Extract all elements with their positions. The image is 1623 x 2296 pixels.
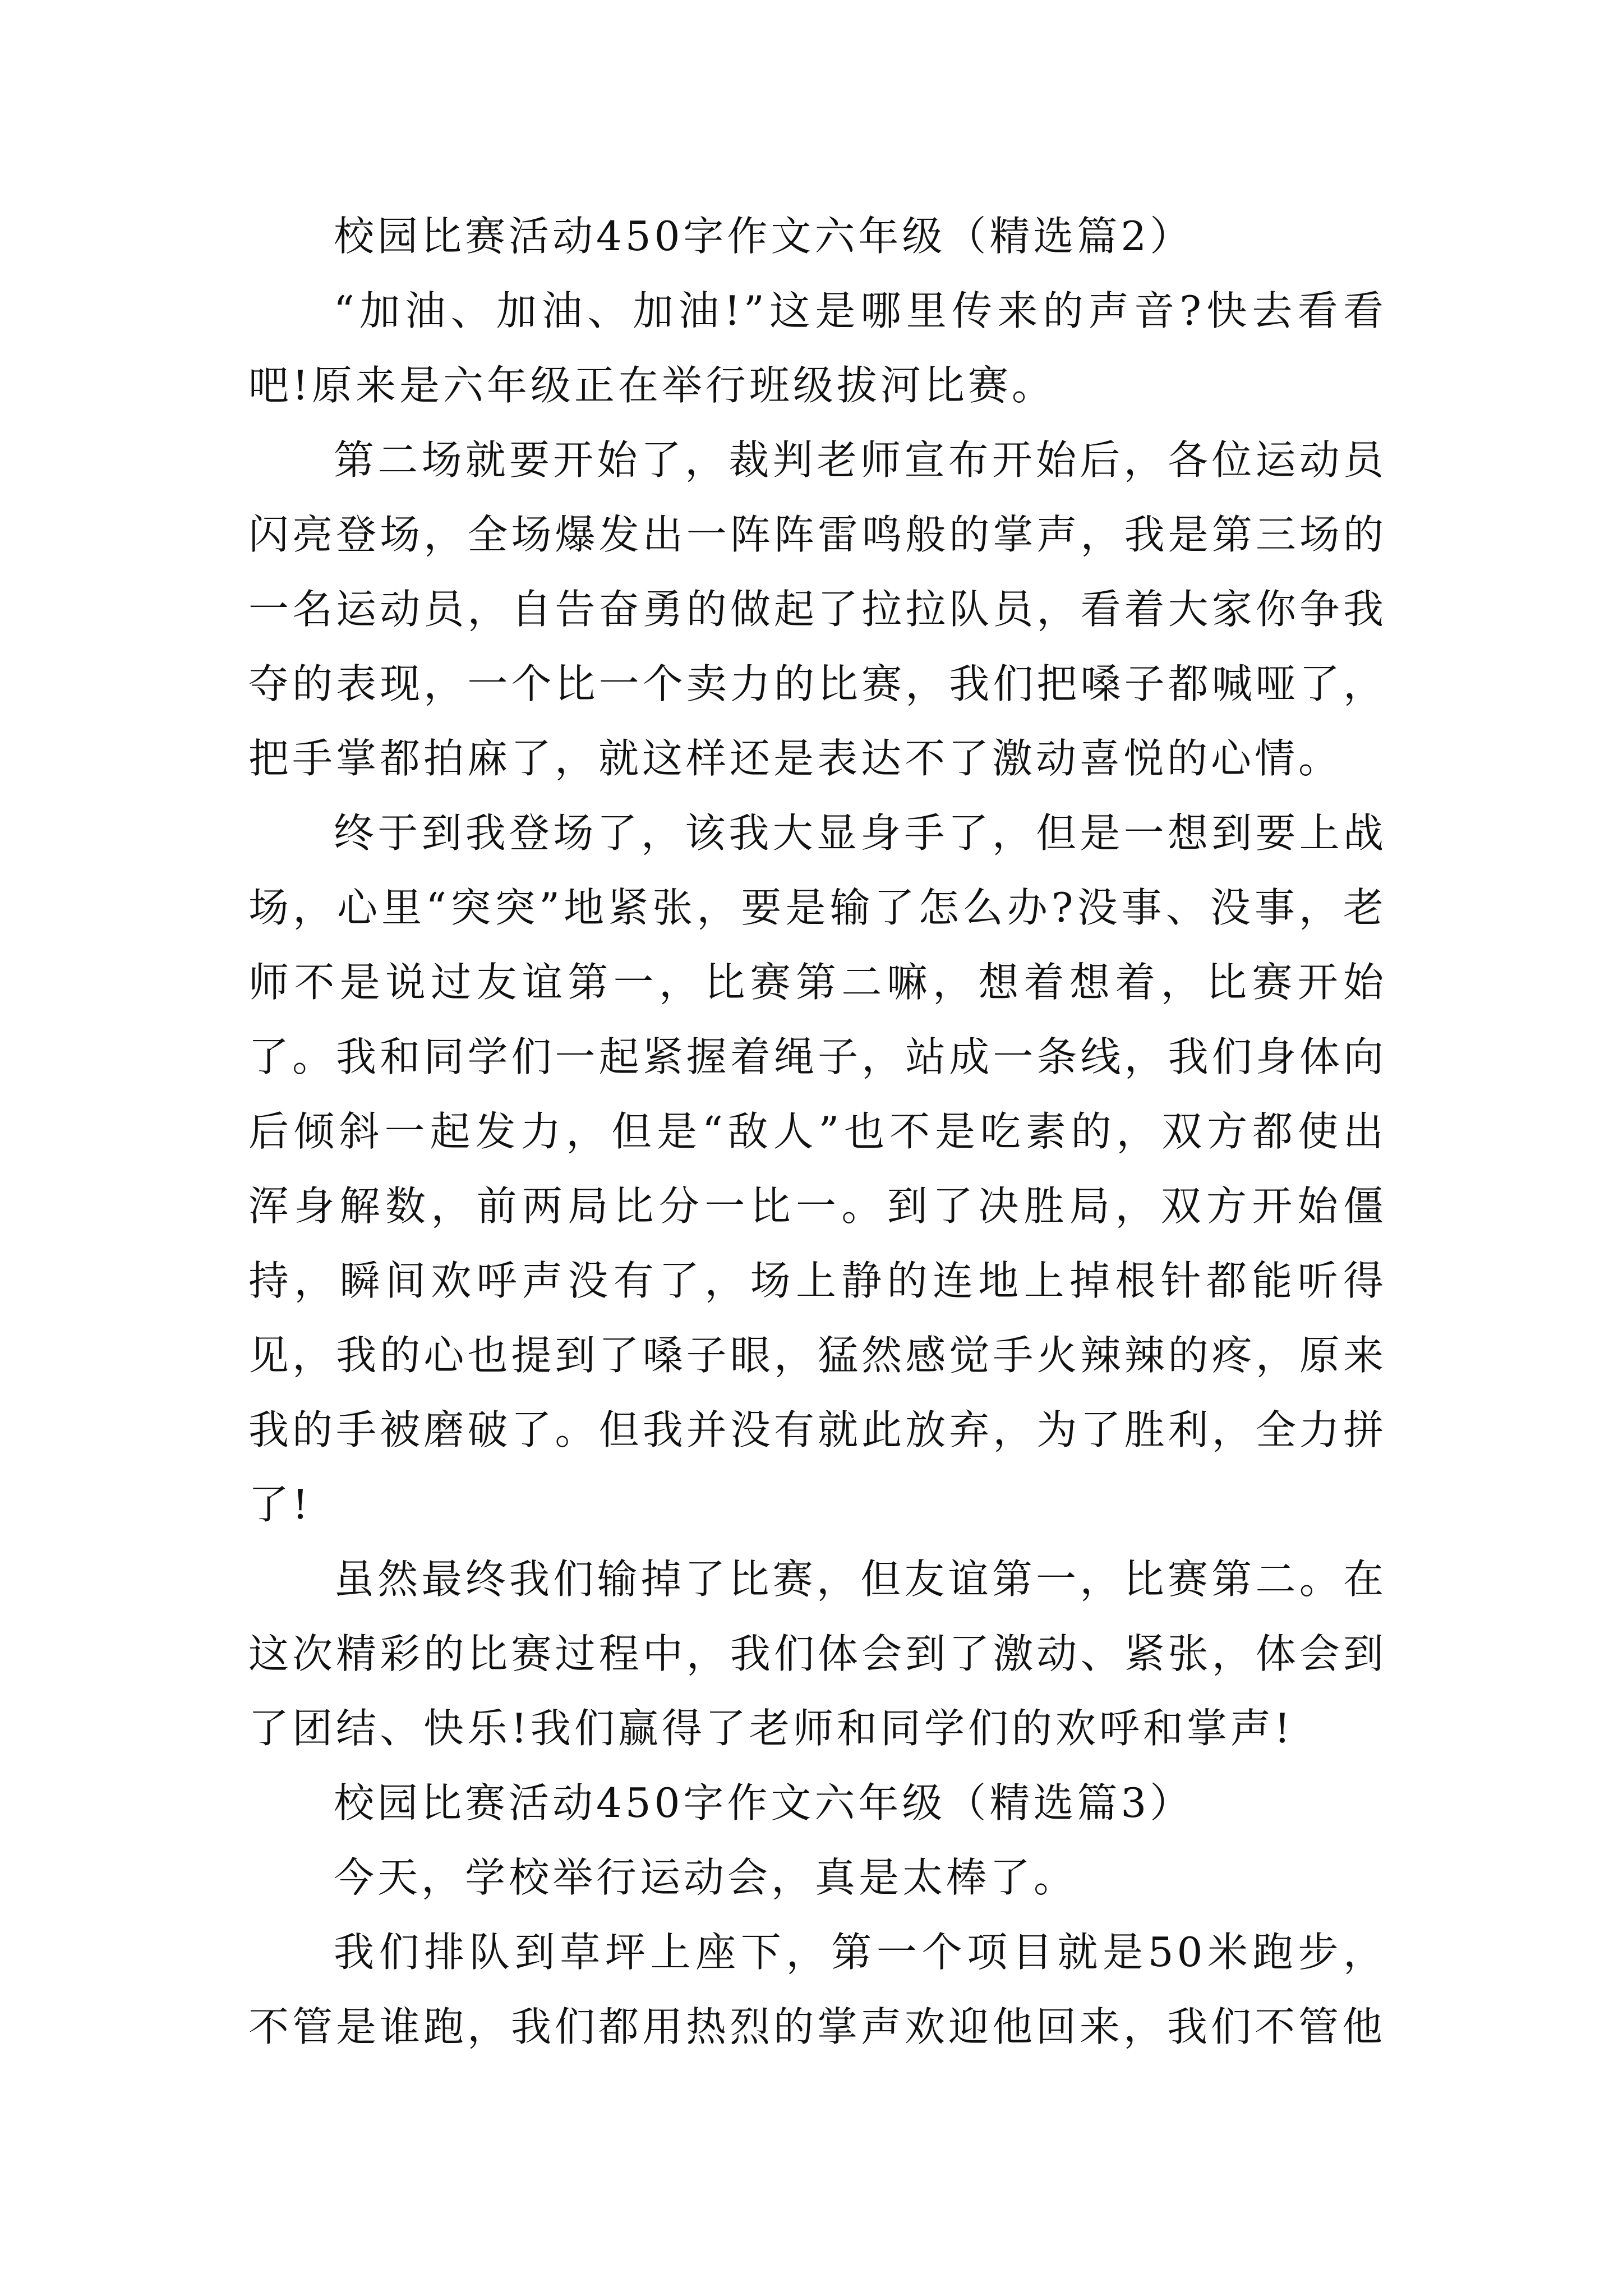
section-heading-2: 校园比赛活动450字作文六年级（精选篇2） [334,213,1194,260]
paragraph: 虽然最终我们输掉了比赛，但友谊第一，比赛第二。在这次精彩的比赛过程中，我们体会到了激动、紧张，体会到了团结、快乐!我们赢得了老师和同学们的欢呼和掌声! [248,1556,1387,1752]
document-body [248,199,1387,2064]
paragraph: 今天，学校举行运动会，真是太棒了。 [334,1854,1078,1901]
paragraph: 我们排队到草坪上座下，第一个项目就是50米跑步，不管是谁跑，我们都用热烈的掌声欢迎他回来，我们不管他 [248,1929,1387,2050]
paragraph: 第二场就要开始了，裁判老师宣布开始后，各位运动员闪亮登场，全场爆发出一阵阵雷鸣般的掌声，我是第三场的一名运动员，自告奋勇的做起了拉拉队员，看着大家你争我夺的表现，一个比一个卖力的比赛，我们把嗓子都喊哑了，把手掌都拍麻了，就这样还是表达不了激动喜悦的心情。 [248,436,1387,782]
paragraph: 终于到我登场了，该我大显身手了，但是一想到要上战场，心里“突突”地紧张，要是输了怎么办?没事、没事，老师不是说过友谊第一，比赛第二嘛，想着想着，比赛开始了。我和同学们一起紧握着绳子，站成一条线，我们身体向后倾斜一起发力，但是“敌人”也不是吃素的，双方都使出浑身解数，前两局比分一比一。到了决胜局，双方开始僵持，瞬间欢呼声没有了，场上静的连地上掉根针都能听得见，我的心也提到了嗓子眼，猛然感觉手火辣辣的疼，原来我的手被磨破了。但我并没有就此放弃，为了胜利，全力拼了! [248,809,1387,1528]
paragraph: “加油、加油、加油!”这是哪里传来的声音?快去看看吧!原来是六年级正在举行班级拔河比赛。 [248,287,1387,409]
section-heading-3: 校园比赛活动450字作文六年级（精选篇3） [334,1779,1194,1826]
